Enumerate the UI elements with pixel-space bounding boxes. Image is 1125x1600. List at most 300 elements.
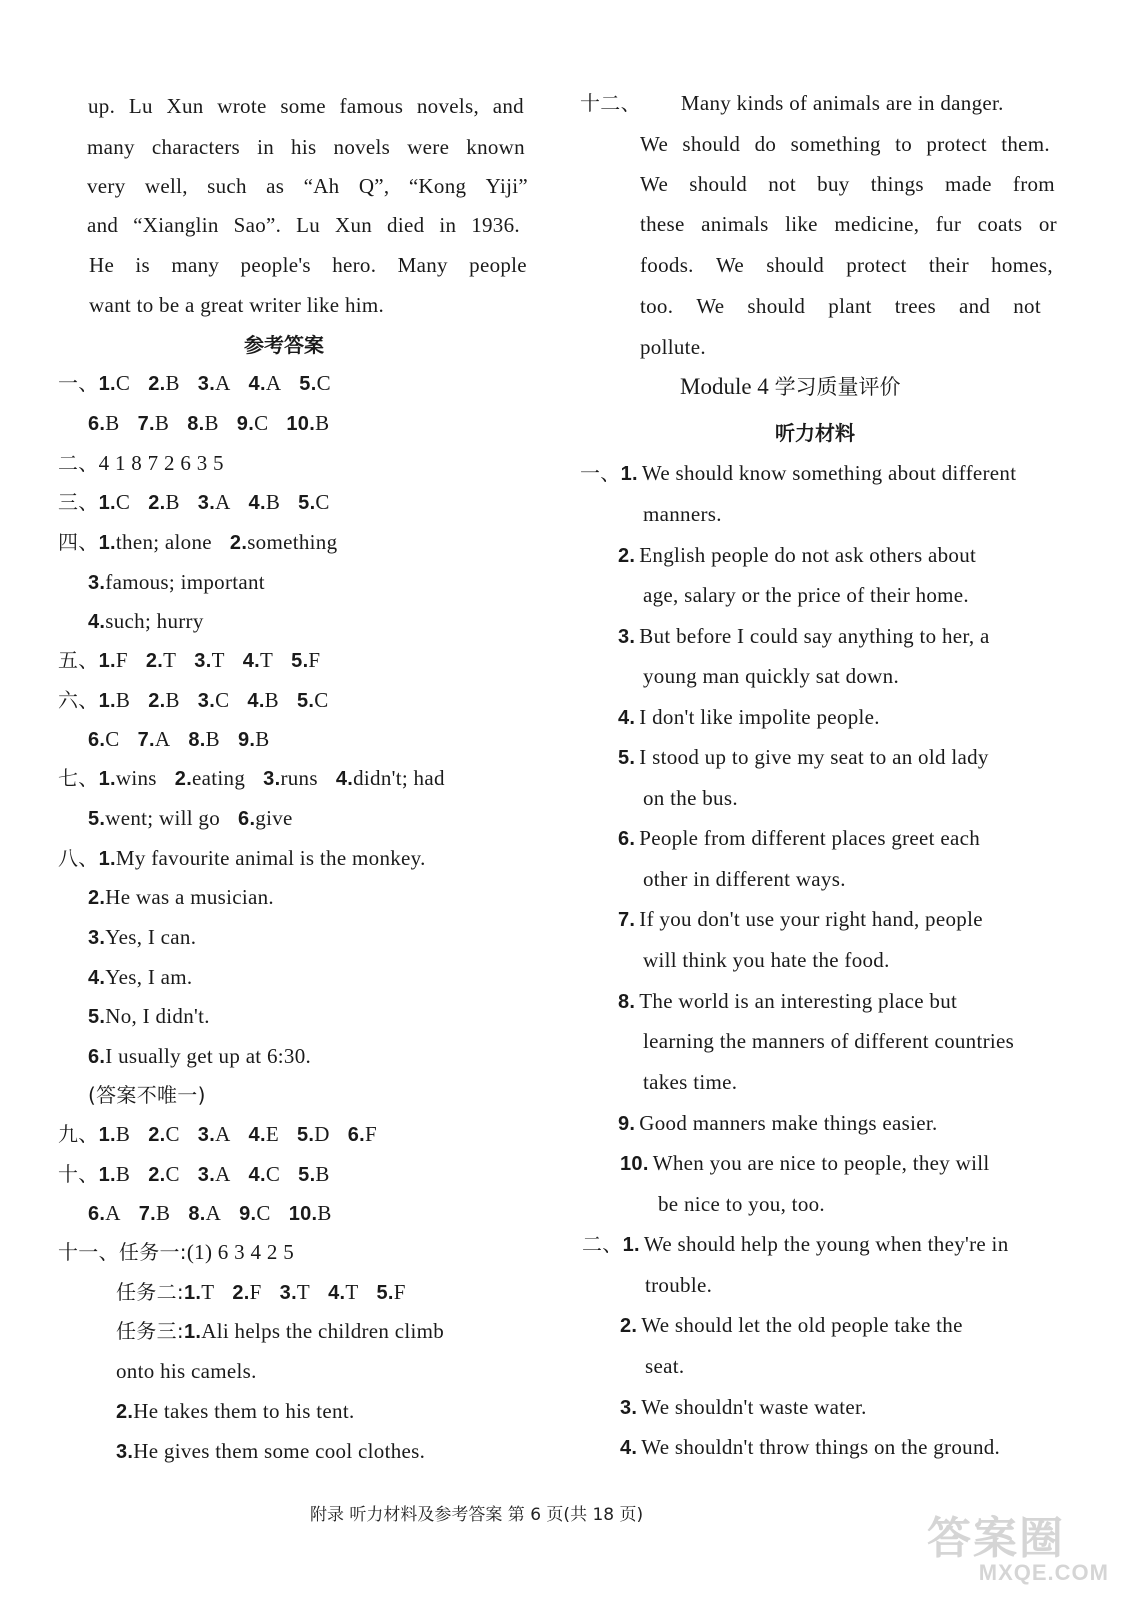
word: famous — [339, 94, 404, 118]
answer-item — [99, 490, 131, 514]
item-number: 9. — [618, 1113, 636, 1135]
item-value: C — [105, 727, 120, 751]
section-label: 七、 — [58, 766, 99, 790]
task-label: 任务一: — [118, 1240, 187, 1264]
word: as — [266, 174, 285, 198]
passage-line — [640, 251, 1053, 279]
item-number: 3. — [263, 768, 281, 790]
item-number: 5. — [376, 1282, 394, 1304]
answer-item — [99, 766, 157, 790]
answer-item — [230, 530, 337, 554]
item-value: B — [317, 1201, 332, 1225]
passage-line — [640, 292, 1041, 320]
item-number: 3. — [194, 650, 212, 672]
item-value: C — [314, 688, 329, 712]
word: too. — [640, 294, 674, 318]
item-number: 2. — [145, 650, 164, 672]
answer-item — [146, 648, 176, 672]
word: some — [280, 94, 326, 118]
item-value: C — [115, 371, 131, 395]
item-value: A — [215, 1122, 231, 1146]
item-value: Good manners make things easier. — [639, 1111, 938, 1135]
list-line — [620, 1311, 963, 1340]
answer-row — [58, 1160, 330, 1189]
item-number: 3. — [197, 1124, 216, 1146]
word: not — [1013, 294, 1041, 318]
item-value: B — [165, 371, 180, 395]
item-value: B — [315, 411, 330, 435]
answer-item — [198, 1122, 231, 1146]
list-line — [658, 1190, 825, 1218]
item-number: 7. — [137, 413, 155, 435]
word: We — [640, 172, 669, 196]
item-number: 10. — [620, 1153, 649, 1175]
item-value: B — [255, 727, 270, 751]
word: trees — [894, 294, 936, 318]
answer-item — [328, 1280, 358, 1304]
word: “Kong — [408, 174, 467, 198]
answer-row — [88, 1002, 210, 1031]
answer-item — [148, 371, 180, 395]
answer-row — [58, 369, 331, 398]
item-value: C — [256, 1201, 271, 1225]
item-number: 6. — [88, 1046, 106, 1068]
section-label: 一、 — [580, 461, 621, 485]
answer-item — [198, 688, 230, 712]
item-value: wins — [115, 766, 157, 790]
word: protect — [926, 132, 987, 156]
item-value: A — [215, 1162, 231, 1186]
item-value: A — [105, 1201, 121, 1225]
item-number: 6. — [238, 808, 256, 830]
answer-item — [289, 1201, 332, 1225]
item-value: B — [204, 411, 219, 435]
item-number: 2. — [620, 1315, 638, 1337]
answer-item — [286, 411, 329, 435]
answer-item — [376, 1280, 405, 1304]
item-value: D — [314, 1122, 330, 1146]
word: died — [387, 213, 425, 237]
passage-line: pollute. — [640, 335, 706, 359]
item-value: T — [211, 648, 225, 672]
item-value: on the bus. — [643, 786, 738, 810]
item-value: such; hurry — [105, 609, 204, 633]
item-value: will think you hate the food. — [643, 948, 890, 972]
word: something — [790, 132, 881, 156]
section-label: 三、 — [58, 490, 99, 514]
answer-item — [198, 371, 231, 395]
item-number: 3. — [197, 492, 216, 514]
word: made — [945, 172, 992, 196]
listening-heading: 听力材料 — [775, 421, 855, 445]
list-line — [618, 541, 976, 570]
word: or — [1038, 212, 1057, 236]
answer-item — [291, 648, 320, 672]
item-value: I don't like impolite people. — [639, 705, 880, 729]
item-value: F — [308, 648, 321, 672]
list-line — [643, 1068, 737, 1096]
word: well, — [144, 174, 188, 198]
section-label: 一、 — [58, 371, 99, 395]
item-value: People from different places greet each — [639, 826, 981, 850]
word: to — [895, 132, 913, 156]
item-number: 1. — [98, 690, 116, 712]
item-value: He takes them to his tent. — [133, 1399, 355, 1423]
answer-item — [148, 1122, 180, 1146]
item-number: 5. — [296, 690, 315, 712]
section-label: 二、 — [582, 1232, 623, 1256]
answer-item — [188, 727, 220, 751]
answer-row — [88, 409, 329, 438]
list-line — [618, 987, 957, 1016]
answer-item — [263, 766, 318, 790]
answer-row — [58, 1238, 294, 1266]
answer-item — [249, 1122, 279, 1146]
section-label: 十一、 — [58, 1240, 119, 1264]
item-value: C — [165, 1122, 180, 1146]
word: medicine, — [834, 212, 920, 236]
item-value: give — [255, 806, 293, 830]
section-label: 九、 — [58, 1122, 99, 1146]
item-value: B — [105, 411, 120, 435]
answer-item — [348, 1122, 377, 1146]
answer-item — [297, 688, 329, 712]
item-number: 4. — [248, 1124, 266, 1146]
item-number: 3. — [197, 1164, 216, 1186]
word: characters — [151, 135, 241, 159]
answer-item — [239, 1201, 271, 1225]
answer-item — [88, 806, 220, 830]
item-number: 2. — [148, 690, 166, 712]
item-number: 3. — [197, 373, 216, 395]
item-value: Yes, I can. — [105, 925, 197, 949]
item-value: then; alone — [115, 530, 212, 554]
word: 1936. — [471, 213, 520, 237]
answer-row — [58, 1120, 377, 1149]
item-value: We shouldn't throw things on the ground. — [641, 1435, 1001, 1459]
item-value: B — [205, 727, 220, 751]
answer-row — [58, 686, 329, 715]
item-value: takes time. — [643, 1070, 738, 1094]
item-number: 10. — [288, 1203, 318, 1225]
answer-item — [88, 570, 265, 594]
answer-row — [88, 883, 274, 912]
answer-note: (答案不唯一) — [88, 1083, 206, 1107]
word: He — [89, 253, 115, 277]
word: people — [469, 253, 527, 277]
item-number: 1. — [183, 1282, 202, 1304]
item-value: E — [265, 1122, 279, 1146]
section-label: 二、 — [58, 451, 99, 475]
word: Lu — [296, 213, 321, 237]
item-value: I stood up to give my seat to an old lady — [639, 745, 989, 769]
item-number: 3. — [279, 1282, 297, 1304]
word: homes, — [991, 253, 1053, 277]
passage-line: want to be a great writer like him. — [89, 293, 385, 317]
item-number: 4. — [618, 707, 636, 729]
word: buy — [817, 172, 850, 196]
item-number: 1. — [98, 373, 116, 395]
item-number: 4. — [248, 1164, 266, 1186]
list-line — [620, 1393, 867, 1422]
answer-row — [88, 568, 265, 597]
item-number: 2. — [174, 768, 193, 790]
item-value: C — [165, 1162, 180, 1186]
item-number: 6. — [88, 413, 106, 435]
answer-row — [116, 1357, 257, 1385]
passage-line — [640, 210, 1057, 238]
task-value: (1) 6 3 4 2 5 — [186, 1240, 294, 1264]
item-value: T — [201, 1280, 215, 1304]
item-value: A — [265, 371, 282, 395]
answer-item — [99, 648, 128, 672]
word: things — [870, 172, 924, 196]
passage-line — [640, 130, 1050, 158]
list-line — [643, 1027, 1014, 1055]
list-line — [618, 622, 990, 651]
item-number: 2. — [229, 532, 248, 554]
answer-row — [58, 449, 224, 477]
item-value: My favourite animal is the monkey. — [115, 846, 426, 870]
item-value: be nice to you, too. — [658, 1192, 825, 1216]
item-value: T — [163, 648, 177, 672]
word: Q”, — [358, 174, 390, 198]
item-value: A — [215, 371, 231, 395]
answer-item — [336, 766, 445, 790]
passage-text: Many kinds of animals are in danger. — [680, 91, 1004, 115]
list-line — [645, 1352, 684, 1380]
list-line — [618, 743, 989, 772]
item-number: 6. — [88, 729, 106, 751]
list-line — [645, 1271, 712, 1299]
item-number: 1. — [98, 768, 116, 790]
answer-item — [175, 766, 245, 790]
word: such — [207, 174, 247, 198]
item-value: B — [115, 1162, 131, 1186]
answer-item — [99, 688, 131, 712]
word: do — [754, 132, 777, 156]
item-number: 5. — [298, 1164, 316, 1186]
answer-row — [88, 804, 293, 833]
word: should — [689, 172, 748, 196]
word: hero. — [332, 253, 377, 277]
module-title-cn: 学习质量评价 — [774, 375, 901, 399]
task-label: 任务三: — [116, 1319, 184, 1343]
item-number: 1. — [98, 1124, 116, 1146]
item-value: F — [115, 648, 128, 672]
item-value: C — [254, 411, 269, 435]
item-number: 3. — [197, 690, 216, 712]
answer-item — [299, 371, 331, 395]
answer-item — [184, 1280, 214, 1304]
item-value: C — [265, 1162, 281, 1186]
watermark-cn: 答案圈 — [927, 1513, 1065, 1564]
word: very — [87, 174, 126, 198]
answer-item — [88, 1201, 121, 1225]
word: We — [715, 253, 744, 277]
watermark-en: MXQE.COM — [978, 1560, 1109, 1585]
word: should — [747, 294, 806, 318]
answer-row — [88, 725, 270, 754]
answer-item — [238, 806, 293, 830]
item-value: We should let the old people take the — [641, 1313, 963, 1337]
item-number: 2. — [232, 1282, 250, 1304]
item-number: 6. — [88, 1203, 106, 1225]
item-value: We shouldn't waste water. — [641, 1395, 867, 1419]
item-value: Ali helps the children climb — [201, 1319, 445, 1343]
item-number: 9. — [236, 413, 255, 435]
item-value: young man quickly sat down. — [643, 664, 899, 688]
item-number: 2. — [88, 887, 106, 909]
item-number: 2. — [116, 1401, 134, 1423]
answer-item — [237, 411, 269, 435]
item-value: seat. — [645, 1354, 685, 1378]
answer-row — [58, 844, 426, 873]
word: Lu — [128, 94, 153, 118]
item-value: No, I didn't. — [105, 1004, 210, 1028]
list-line — [620, 1149, 990, 1178]
item-number: 4. — [248, 492, 266, 514]
item-number: 9. — [237, 729, 256, 751]
item-number: 5. — [298, 492, 316, 514]
item-value: C — [316, 371, 331, 395]
list-line — [618, 1109, 938, 1138]
list-line — [620, 1433, 1000, 1462]
word: known — [466, 135, 525, 159]
item-number: 4. — [620, 1437, 638, 1459]
item-value: T — [260, 648, 274, 672]
item-number: 7. — [138, 1203, 157, 1225]
word: “Xianglin — [133, 213, 219, 237]
answer-item — [243, 648, 273, 672]
item-value: B — [265, 490, 281, 514]
answer-item — [88, 609, 204, 633]
word: and — [492, 94, 524, 118]
list-line — [618, 905, 983, 934]
item-number: 8. — [188, 1203, 206, 1225]
answer-item — [148, 490, 180, 514]
item-value: onto his camels. — [116, 1359, 257, 1383]
item-number: 4. — [335, 768, 354, 790]
item-value: F — [393, 1280, 406, 1304]
word: foods. — [640, 253, 694, 277]
list-line — [643, 662, 899, 690]
word: these — [640, 212, 685, 236]
list-line — [643, 500, 722, 528]
answer-item — [194, 648, 224, 672]
word: “Ah — [303, 174, 340, 198]
watermark-logo — [917, 1502, 1117, 1592]
word: plant — [828, 294, 872, 318]
section-label: 五、 — [58, 648, 99, 672]
word: were — [407, 135, 450, 159]
answer-item — [99, 1162, 131, 1186]
item-value: runs — [280, 766, 318, 790]
word: and — [958, 294, 991, 318]
item-value: didn't; had — [353, 766, 445, 790]
answer-item — [138, 411, 170, 435]
section-label: 十二、 — [580, 91, 641, 115]
word: many — [171, 253, 220, 277]
page-footer: 附录 听力材料及参考答案 第 6 页(共 18 页) — [310, 1505, 644, 1525]
item-value: But before I could say anything to her, a — [639, 624, 990, 648]
item-value: B — [165, 490, 180, 514]
word: We — [696, 294, 725, 318]
answer-row — [88, 923, 196, 952]
word: Sao”. — [233, 213, 282, 237]
answer-row — [88, 963, 193, 992]
module-title-en: Module 4 — [680, 374, 775, 399]
item-value: B — [165, 688, 180, 712]
list-line — [618, 703, 880, 732]
answer-row — [88, 607, 204, 636]
word: protect — [846, 253, 907, 277]
item-value: B — [264, 688, 279, 712]
word: his — [291, 135, 317, 159]
answer-item — [249, 1162, 281, 1186]
item-number: 2. — [148, 492, 166, 514]
word: from — [1012, 172, 1055, 196]
item-number: 7. — [137, 729, 155, 751]
item-value: trouble. — [645, 1273, 713, 1297]
word: should — [766, 253, 825, 277]
list-line — [643, 865, 846, 893]
word: novels — [333, 135, 391, 159]
item-value: B — [315, 1162, 330, 1186]
answer-item — [88, 411, 120, 435]
item-number: 1. — [98, 532, 116, 554]
item-number: 1. — [183, 1321, 202, 1343]
section-label: 六、 — [58, 688, 99, 712]
item-number: 6. — [347, 1124, 365, 1146]
answer-row — [116, 1397, 355, 1426]
item-number: 5. — [296, 1124, 315, 1146]
item-value: Yes, I am. — [105, 965, 193, 989]
item-number: 5. — [291, 650, 309, 672]
answer-item — [298, 490, 330, 514]
item-number: 1. — [98, 492, 116, 514]
section-label: 十、 — [58, 1162, 99, 1186]
item-number: 5. — [299, 373, 317, 395]
item-value: B — [154, 411, 170, 435]
item-value: F — [365, 1122, 377, 1146]
answer-row — [88, 1199, 332, 1228]
answer-item — [99, 1122, 131, 1146]
word: Xun — [335, 213, 373, 237]
word: them. — [1001, 132, 1050, 156]
item-number: 3. — [116, 1441, 134, 1463]
item-value: eating — [192, 766, 246, 790]
item-number: 2. — [148, 1164, 166, 1186]
answer-item — [280, 1280, 310, 1304]
order-answer: 4 1 8 7 2 6 3 5 — [98, 451, 224, 475]
item-number: 10. — [286, 413, 316, 435]
passage-line — [640, 170, 1055, 198]
item-number: 1. — [620, 463, 638, 485]
item-value: other in different ways. — [643, 867, 846, 891]
list-line — [618, 824, 980, 853]
item-value: A — [154, 727, 171, 751]
answer-row — [58, 528, 337, 557]
word: animals — [701, 212, 769, 236]
item-value: went; will go — [105, 806, 221, 830]
item-value: If you don't use your right hand, people — [639, 907, 983, 931]
item-value: We should know something about different — [641, 461, 1017, 485]
item-number: 5. — [618, 747, 636, 769]
module-title — [680, 372, 901, 402]
word: their — [928, 253, 969, 277]
item-number: 4. — [242, 650, 260, 672]
